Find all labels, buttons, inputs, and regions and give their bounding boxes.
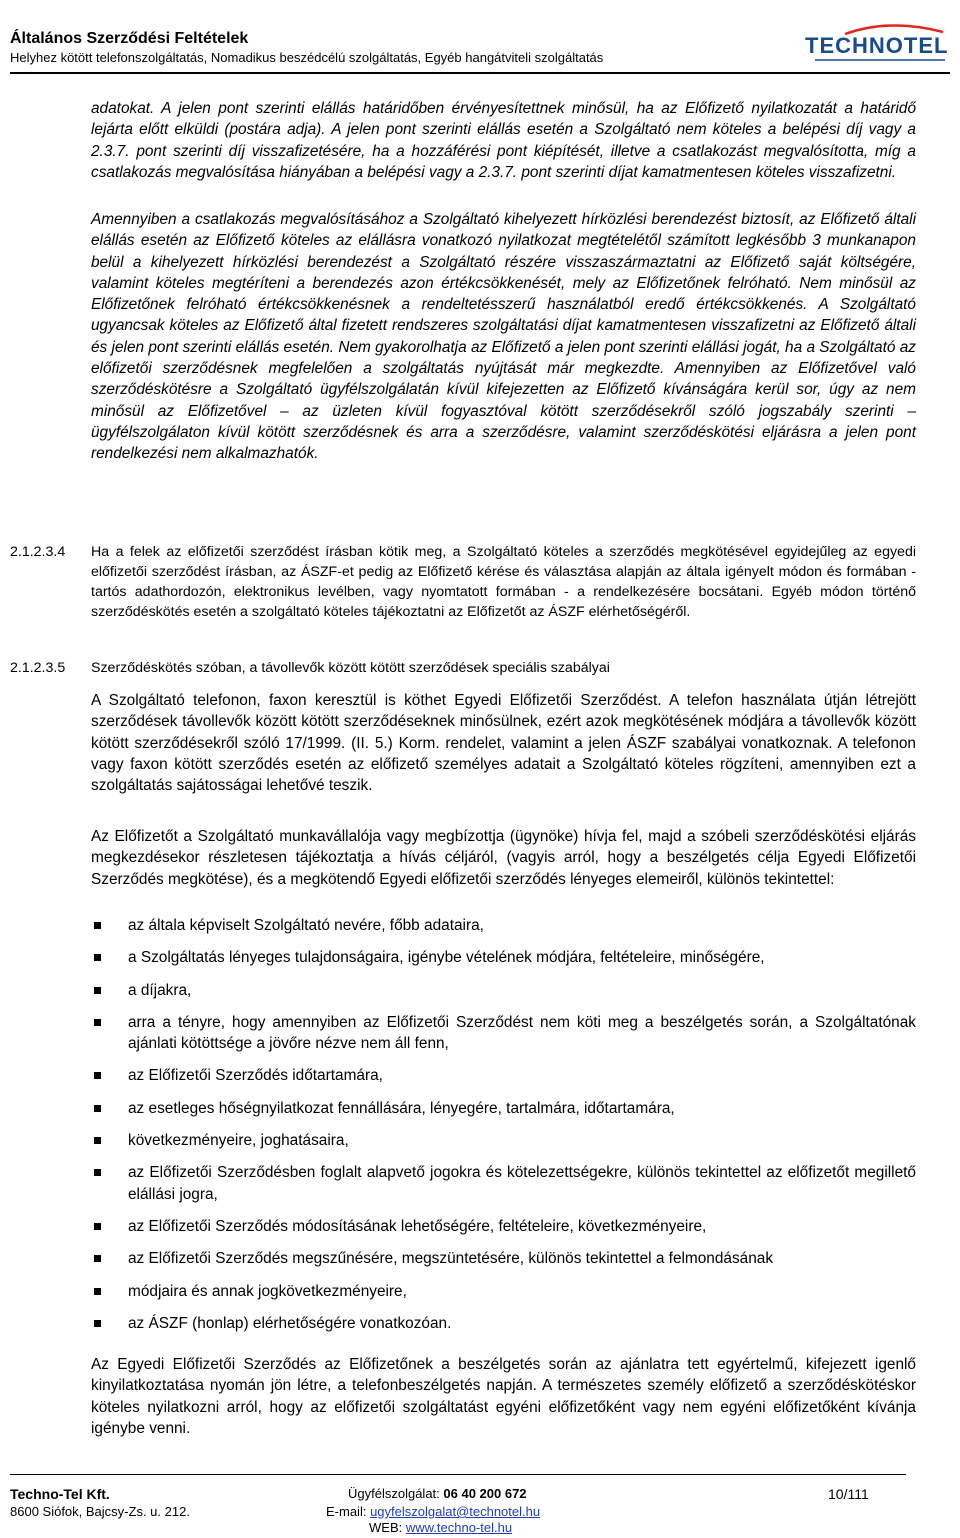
section-2-1-2-3-5	[10, 658, 916, 680]
list-item: az esetleges hőségnyilatkozat fennállására, lényegére, tartalmára, időtartamára,	[91, 1098, 916, 1119]
list-item: következményeire, joghatásaira,	[91, 1130, 916, 1151]
list-item: a Szolgáltatás lényeges tulajdonságaira, igénybe vételének módjára, feltételeire, minőségére,	[91, 947, 916, 968]
square-bullet-icon	[94, 1019, 101, 1026]
section-number: 2.1.2.3.4	[10, 544, 66, 560]
list-item: módjaira és annak jogkövetkezményeire,	[91, 1281, 916, 1302]
page-number: 10/111	[828, 1486, 869, 1502]
footer-company: Techno-Tel Kft.	[10, 1486, 110, 1502]
list-item: az általa képviselt Szolgáltató nevére, főbb adataira,	[91, 915, 916, 936]
square-bullet-icon	[94, 1255, 101, 1262]
square-bullet-icon	[94, 1288, 101, 1295]
list-item: az Előfizetői Szerződés megszűnésére, megszüntetésére, különös tekintettel a felmondásának	[91, 1248, 916, 1269]
document-title: Általános Szerződési Feltételek	[10, 30, 249, 47]
footer-web: WEB: www.techno-tel.hu	[369, 1520, 513, 1535]
phone-contract-paragraph: A Szolgáltató telefonon, faxon keresztül is köthet Egyedi Előfizetői Szerződést. A telefon használata útján létrejött szerződések távollevők között kötött szerződéseknek minősülnek, ezért azok megkötésének módjára a távollevők között kötött szerződésekről szóló 17/1999. (II. 5.) Korm. rendelet, valamint a jelen ÁSZF szabályai vonatkoznak. A telefonon vagy faxon kötött szerződés esetén az előfizető személyes adatait a Szolgáltató köteles rögzíteni, amennyiben ezt a szolgáltatás sajátosságai lehetővé teszik.	[91, 692, 916, 795]
company-logo	[805, 22, 955, 62]
square-bullet-icon	[94, 1223, 101, 1230]
square-bullet-icon	[94, 1320, 101, 1327]
section-number: 2.1.2.3.5	[10, 660, 66, 676]
section-text: Ha a felek az előfizetői szerződést írásban kötik meg, a Szolgáltató köteles a szerződés megkötésével egyidejűleg az egyedi előfizetői szerződést írásban, az ÁSZF-et pedig az Előfizető kérése és választása alapján az általa igényelt módon és formában - tartós adathordozón, elektronikus levélben, vagy nyomtatott formában - a rendelkezésére bocsátani. Egyéb módon történő szerződéskötés esetén a szolgáltató köteles tájékoztatni az Előfizetőt az ÁSZF elérhetőségéről.	[91, 544, 916, 620]
footer-address: 8600 Siófok, Bajcsy-Zs. u. 212.	[10, 1504, 190, 1519]
website-link[interactable]: www.techno-tel.hu	[405, 1520, 513, 1535]
header-divider	[10, 72, 950, 74]
square-bullet-icon	[94, 1169, 101, 1176]
document-subtitle: Helyhez kötött telefonszolgáltatás, Nomadikus beszédcélú szolgáltatás, Egyéb hangátviteli szolgáltatás	[10, 50, 604, 65]
square-bullet-icon	[94, 1072, 101, 1079]
list-item: a díjakra,	[91, 980, 916, 1001]
footer-email: E-mail: ugyfelszolgalat@technotel.hu	[326, 1504, 541, 1519]
logo-wordmark: TECHNOTEL	[805, 33, 949, 58]
agent-call-paragraph: Az Előfizetőt a Szolgáltató munkavállalója vagy megbízottja (ügynöke) hívja fel, majd a szóbeli szerződéskötési eljárás megkezdésekor részletesen tájékoztatja a hívás céljáról, (vagyis arról, hogy a beszélgetés célja Egyedi Előfizetői Szerződés megkötése), és a megkötendő Egyedi előfizetői szerződés lényeges elemeiről, különös tekintettel:	[91, 828, 916, 888]
list-item: az ÁSZF (honlap) elérhetőségére vonatkozóan.	[91, 1313, 916, 1334]
square-bullet-icon	[94, 1137, 101, 1144]
square-bullet-icon	[94, 954, 101, 961]
equipment-return-paragraph: Amennyiben a csatlakozás megvalósításához a Szolgáltató kihelyezett hírközlési berendezést biztosít, az Előfizető általi elállás esetén az Előfizető köteles az elállásra vonatkozó nyilatkozat megtételétől számított legkésőbb 3 munkanapon belül a kihelyezett hírközlési berendezést a Szolgáltató részére visszaszármaztatni az Előfizető saját költségére, valamint köteles megtéríteni a berendezés azon értékcsökkenését, mely az Előfizetőnek felróható. Nem minősül az Előfizetőnek felróható értékcsökkenésnek a rendeltetésszerű használatból eredő értékcsökkenés. A Szolgáltató ugyancsak köteles az Előfizető által fizetett rendszeres szolgáltatási díjat kamatmentesen visszafizetni az Előfizető általi és jelen pont szerinti elállás esetén. Nem gyakorolhatja az Előfizető a jelen pont szerinti elállási jogát, ha a Szolgáltató az előfizetői szerződésnek megfelelően a szolgáltatás nyújtását már megkezdte. Amennyiben az Előfizetővel való szerződéskötésre a Szolgáltató ügyfélszolgálatán kívül kifejezetten az Előfizető kívánságára kerül sor, úgy az nem minősül az Előfizetővel – az üzleten kívül fogyasztóval kötött szerződésekről szóló jogszabály szerinti – ügyfélszolgálaton kívül kötött szerződésnek és arra a szerződésre, valamint szerződéskötési eljárásra a jelen pont rendelkezési nem alkalmazhatók.	[91, 211, 916, 463]
contract-formation-paragraph: Az Egyedi Előfizetői Szerződés az Előfizetőnek a beszélgetés során az ajánlatra tett egyértelmű, kifejezett igenlő kinyilatkoztatása nyomán jön létre, a telefonbeszélgetés napján. A természetes személy előfizető a szerződéskötéskor köteles nyilatkozni arról, hogy az előfizetői szolgáltatást egyéni előfizetőként vagy nem egyéni előfizetőként kívánja igénybe venni.	[91, 1356, 916, 1437]
footer-customer-service: Ügyfélszolgálat: 06 40 200 672	[348, 1486, 527, 1501]
page-header	[0, 0, 960, 78]
section-title: Szerződéskötés szóban, a távollevők között kötött szerződések speciális szabályai	[91, 660, 610, 676]
square-bullet-icon	[94, 1105, 101, 1112]
footer-divider	[10, 1474, 906, 1475]
information-list	[91, 915, 916, 1345]
list-item: az Előfizetői Szerződés időtartamára,	[91, 1065, 916, 1086]
square-bullet-icon	[94, 922, 101, 929]
list-item: az Előfizetői Szerződésben foglalt alapvető jogokra és kötelezettségekre, különös tekintettel az előfizetőt megillető elállási jogra,	[91, 1162, 916, 1205]
withdrawal-paragraph: adatokat. A jelen pont szerinti elállás határidőben érvényesítettnek minősül, ha az Előfizető nyilatkozatát a határidő lejárta előtt elküldi (postára adja). A jelen pont szerinti elállás esetén a Szolgáltató nem köteles a belépési díj vagy a 2.3.7. pont szerinti díj visszafizetésére, ha a hozzáférési pont kiépítését, illetve a csatlakozást megvalósította, míg a csatlakozás megvalósítása hiányában a belépési vagy a 2.3.7. pont szerinti díjat kamatmentesen köteles visszafizetni.	[91, 100, 916, 181]
page-footer	[0, 1474, 960, 1538]
square-bullet-icon	[94, 987, 101, 994]
customer-service-phone: 06 40 200 672	[443, 1486, 527, 1501]
section-2-1-2-3-4	[10, 542, 916, 644]
list-item: arra a tényre, hogy amennyiben az Előfizetői Szerződést nem köti meg a beszélgetés során, a Szolgáltatónak ajánlati kötöttsége a jövőre nézve nem áll fenn,	[91, 1012, 916, 1055]
list-item: az Előfizetői Szerződés módosításának lehetőségére, feltételeire, következményeire,	[91, 1216, 916, 1237]
email-link[interactable]: ugyfelszolgalat@technotel.hu	[370, 1504, 541, 1519]
